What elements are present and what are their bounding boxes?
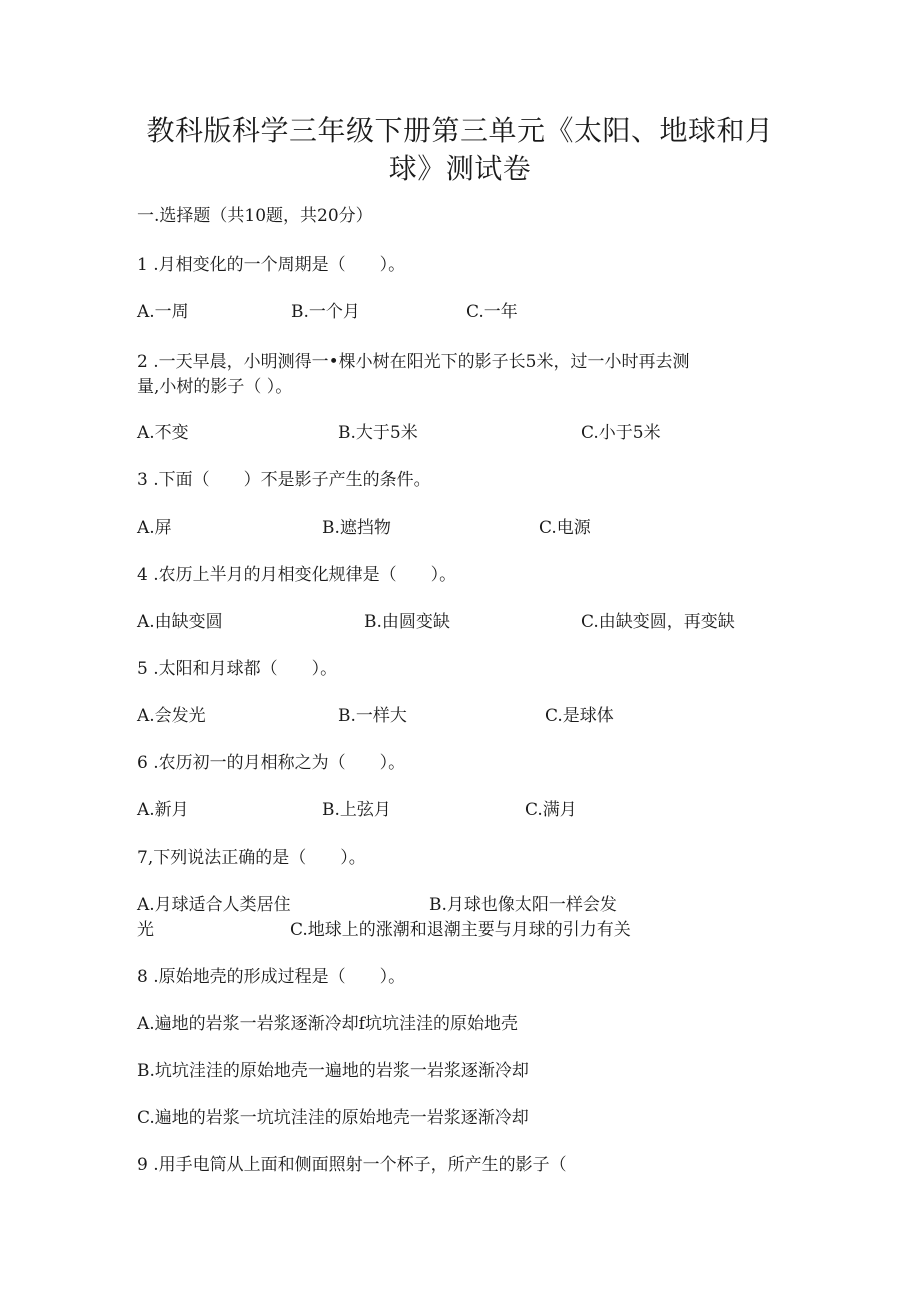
question-3-option-b: B.遮挡物: [322, 518, 391, 538]
question-1-stem: 1 .月相变化的一个周期是（ ）。: [137, 255, 406, 275]
question-5-option-a: A.会发光: [137, 706, 206, 726]
question-6-option-c: C.满月: [525, 800, 577, 820]
exam-title-line-2: 球》测试卷: [388, 152, 532, 185]
exam-title-line-1: 教科版科学三年级下册第三单元《太阳、地球和月: [146, 114, 774, 147]
question-3-option-c: C.电源: [539, 518, 591, 538]
section-heading: 一.选择题（共10题，共20分）: [137, 206, 373, 226]
question-7-option-c: C.地球上的涨潮和退潮主要与月球的引力有关: [290, 920, 631, 940]
question-8-stem: 8 .原始地壳的形成过程是（ ）。: [137, 967, 406, 987]
question-7-stem: 7,下列说法正确的是（ ）。: [137, 848, 366, 868]
question-6-option-a: A.新月: [137, 800, 189, 820]
question-8-option-c: C.遍地的岩浆一坑坑洼洼的原始地壳一岩浆逐渐冷却: [137, 1108, 529, 1128]
question-1-option-c: C.一年: [466, 302, 518, 322]
question-5-stem: 5 .太阳和月球都（ ）。: [137, 659, 338, 679]
question-8-option-b: B.坑坑洼洼的原始地壳一遍地的岩浆一岩浆逐渐冷却: [137, 1061, 529, 1081]
question-8-option-a: A.遍地的岩浆一岩浆逐渐冷却f坑坑洼洼的原始地壳: [137, 1014, 518, 1034]
question-4-stem: 4 .农历上半月的月相变化规律是（ ）。: [137, 565, 457, 585]
question-4-option-c: C.由缺变圆，再变缺: [581, 612, 735, 632]
question-7-option-a: A.月球适合人类居住: [137, 895, 291, 915]
question-9-stem: 9 .用手电筒从上面和侧面照射一个杯子，所产生的影子（: [137, 1155, 567, 1175]
question-2-option-a: A.不变: [137, 423, 189, 443]
question-1-option-a: A.一周: [137, 302, 189, 322]
question-2-option-c: C.小于5米: [581, 423, 661, 443]
question-1-option-b: B.一个月: [291, 302, 360, 322]
exam-title: [110, 112, 810, 188]
question-7-option-b: B.月球也像太阳一样会发: [429, 895, 617, 915]
question-7-option-b-continued: 光: [137, 920, 154, 940]
question-4-option-a: A.由缺变圆: [137, 612, 223, 632]
question-5-option-c: C.是球体: [545, 706, 614, 726]
question-4-option-b: B.由圆变缺: [364, 612, 450, 632]
question-2-option-b: B.大于5米: [338, 423, 418, 443]
question-6-option-b: B.上弦月: [322, 800, 391, 820]
question-3-stem: 3 .下面（ ）不是影子产生的条件。: [137, 470, 431, 490]
question-2-stem-line-1: 2 .一天早晨，小明测得一•棵小树在阳光下的影子长5米，过一小时再去测: [137, 352, 690, 372]
question-6-stem: 6 .农历初一的月相称之为（ ）。: [137, 753, 406, 773]
question-5-option-b: B.一样大: [338, 706, 407, 726]
question-2-stem-line-2: 量,小树的影子（ ）。: [137, 377, 293, 397]
question-3-option-a: A.屏: [137, 518, 172, 538]
